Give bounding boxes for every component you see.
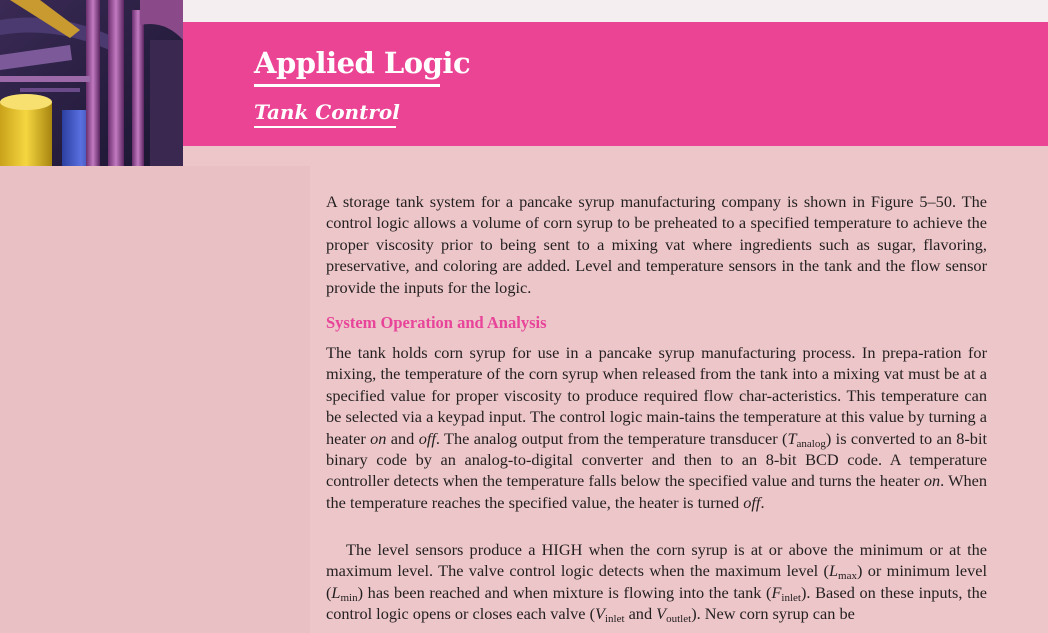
subscript: inlet [781, 591, 801, 604]
text-run: ) or minimum level ( [326, 561, 987, 602]
page-subtitle: Tank Control [254, 100, 400, 124]
text-run: . The analog output from the temperature transducer ( [435, 428, 788, 448]
text-run: The level sensors produce a HIGH when the corn syrup is at or above the minimum or at the maximum level. The valve control logic detects when the maximum level ( [326, 540, 987, 581]
left-margin [0, 166, 310, 633]
text-run: ) is converted to an 8-bit binary code by an analog-to-digital converter and then to an 8-bit BCD code. A temperature controller detects when the temperature falls below the specified value and turns the heater [326, 428, 987, 491]
text-run: . [760, 492, 765, 512]
italic-term: off [418, 428, 436, 448]
variable: L [331, 582, 341, 602]
subtitle-underline [254, 126, 396, 128]
italic-term: off [743, 492, 761, 512]
intro-paragraph: A storage tank system for a pancake syrup manufacturing company is shown in Figure 5–50. The control logic allows a volume of corn syrup to be preheated to a specified temperature to achieve the proper viscosity prior to being sent to a mixing vat where ingredients such as sugar, flavoring, preservative, and coloring are added. Level and temperature sensors in the tank and the flow sensor provide the inputs for the logic. [326, 192, 987, 297]
text-run: ) has been reached and when mixture is flowing into the tank ( [357, 582, 772, 602]
page-title: Applied Logic [254, 46, 471, 80]
subscript: min [340, 591, 358, 604]
text-run: and [386, 428, 419, 448]
subscript: outlet [666, 613, 692, 626]
variable: V [656, 604, 667, 624]
subscript: analog [796, 437, 826, 450]
text-run: The tank holds corn syrup for use in a pancake syrup manufacturing process. In prepa-ration for mixing, the temperature of the corn syrup when released from the tank into a mixing vat must be at a specified value for proper viscosity to produce required flow char-acteristics. This temperature can be selected via a keypad input. The control logic main-tains the temperature at this value by turning a heater [326, 343, 987, 448]
variable: L [828, 561, 839, 581]
variable: T [787, 428, 797, 448]
level-sensor-paragraph [326, 539, 987, 625]
italic-term: on [370, 428, 387, 448]
text-run: . When the temperature reaches the specified value, the heater is turned [326, 471, 987, 512]
operation-paragraph [326, 342, 987, 513]
text-run: ). Based on these inputs, the control logic opens or closes each valve ( [326, 582, 987, 624]
industrial-pipes-photo [0, 0, 183, 166]
subscript: inlet [604, 613, 625, 626]
italic-term: on [923, 471, 941, 491]
section-heading: System Operation and Analysis [326, 313, 547, 332]
text-run: ). New corn syrup can be [691, 604, 855, 624]
text-run: and [624, 604, 657, 624]
subscript: max [838, 570, 857, 583]
title-underline [254, 84, 440, 87]
variable: F [771, 582, 782, 602]
variable: V [595, 604, 605, 624]
